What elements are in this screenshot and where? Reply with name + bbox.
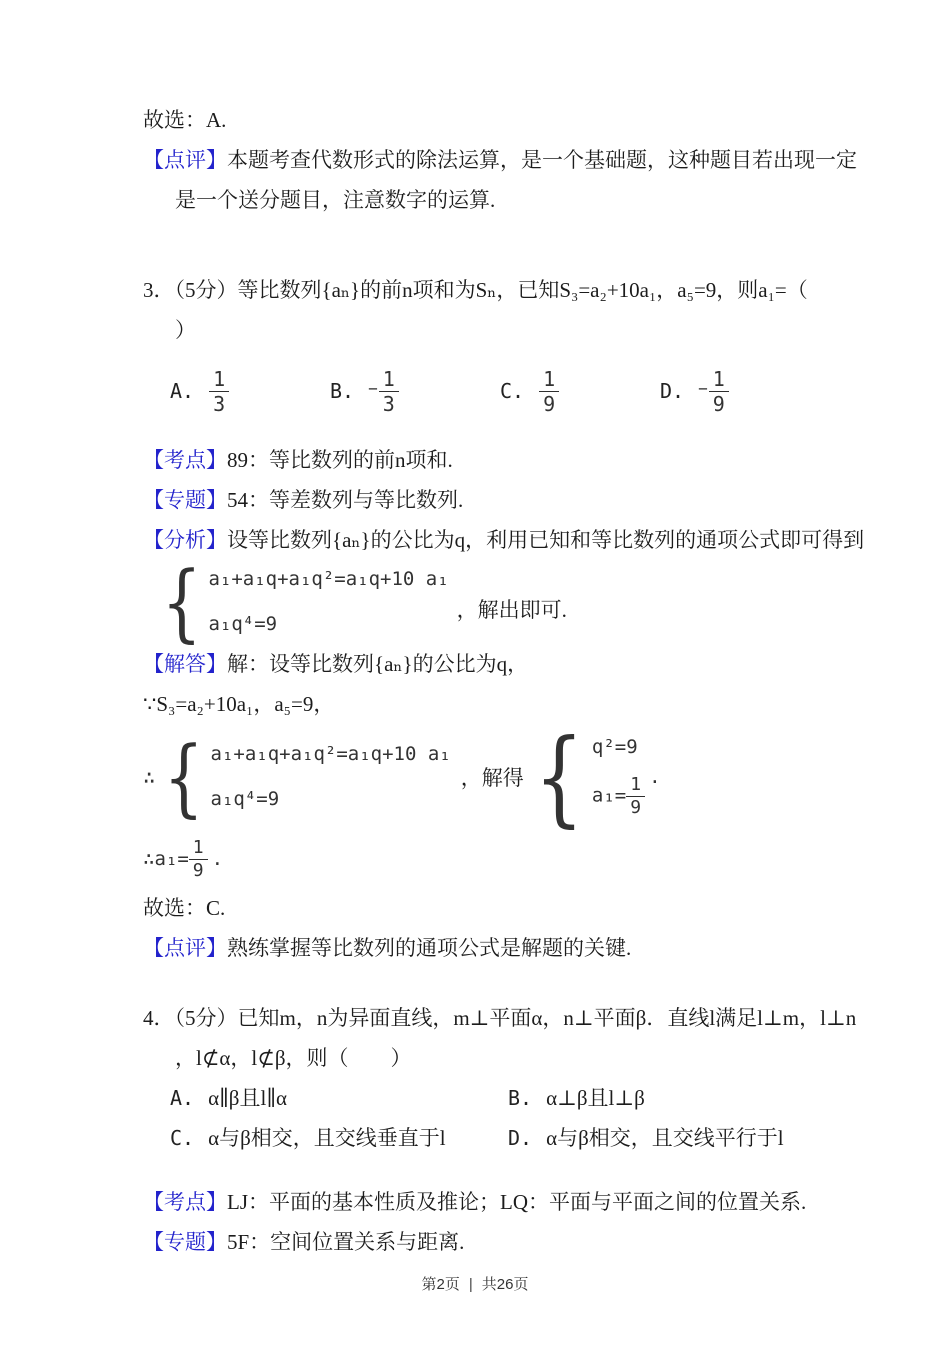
option-d-text: α与β相交，且交线平行于l xyxy=(546,1126,784,1150)
left-brace: { xyxy=(533,716,584,838)
kaodian-tag: 【考点】 xyxy=(143,448,227,472)
section-gap xyxy=(143,220,878,270)
q4-option-d xyxy=(508,1118,784,1158)
fraction-numerator: 1 xyxy=(539,367,559,392)
q3-dianping-line xyxy=(143,928,878,968)
option-c-label: C. xyxy=(170,1126,195,1150)
fraction-denominator: 9 xyxy=(543,391,556,416)
option-d-fraction xyxy=(709,367,729,416)
q3-given-line: ∵S₃=a₂+10a₁，a₅=9， xyxy=(143,692,335,716)
page-footer xyxy=(0,1273,950,1294)
q4-stem-line2: ，l⊄α，l⊄β，则（ ） xyxy=(175,1046,412,1070)
prev-comment-text-2: 是一个送分题目，注意数字的运算. xyxy=(175,188,496,212)
option-b-label: B. xyxy=(508,1086,533,1110)
conclusion-prefix: ∴a₁= xyxy=(143,848,189,870)
footer-current-page: 第2页 xyxy=(421,1276,460,1293)
result-fraction xyxy=(626,774,645,818)
end-period: . xyxy=(649,766,661,788)
option-b-label: B. xyxy=(330,379,355,403)
fraction-numerator: 1 xyxy=(379,367,399,392)
option-b-fraction xyxy=(379,367,399,416)
solve-label: ，解得 xyxy=(460,766,524,790)
option-c-fraction xyxy=(539,367,559,416)
option-b-sign: − xyxy=(368,378,378,398)
q3-option-c xyxy=(500,367,660,416)
q3-zhuanti-line xyxy=(143,480,878,520)
result-eq2-prefix: a₁= xyxy=(591,784,627,807)
zhuanti-tag: 【专题】 xyxy=(143,488,227,512)
fraction-denominator: 3 xyxy=(213,391,226,416)
q4-options-row-2 xyxy=(143,1118,878,1158)
kaodian-tag: 【考点】 xyxy=(143,1190,227,1214)
q4-option-c xyxy=(170,1118,508,1158)
conclusion-period: . xyxy=(211,848,224,870)
fraction-denominator: 9 xyxy=(192,859,204,881)
q3-stem-line2: ） xyxy=(175,318,196,342)
result-eq2 xyxy=(592,774,645,818)
option-d-label: D. xyxy=(508,1126,533,1150)
option-b-text: α⊥β且l⊥β xyxy=(546,1086,645,1110)
q3-option-b xyxy=(330,367,500,416)
q4-stem-line1: 4．（5分）已知m，n为异面直线，m⊥平面α，n⊥平面β．直线l满足l⊥m，l⊥n xyxy=(143,1006,857,1030)
q3-option-a xyxy=(170,367,330,416)
kaodian-text: 89：等比数列的前n项和. xyxy=(227,448,453,472)
q4-option-b xyxy=(508,1078,645,1118)
left-brace: { xyxy=(163,728,204,826)
option-c-text: α与β相交，且交线垂直于l xyxy=(208,1126,446,1150)
section-gap xyxy=(143,968,878,998)
kaodian-text: LJ：平面的基本性质及推论；LQ：平面与平面之间的位置关系. xyxy=(227,1190,807,1214)
q3-kaodian-line xyxy=(143,440,878,480)
option-d-label: D. xyxy=(660,379,685,403)
conclusion-fraction xyxy=(189,837,208,881)
equation-column xyxy=(208,568,448,636)
jieda-eq1: a₁+a₁q+a₁q²=a₁q+10 a₁ xyxy=(210,743,451,766)
prev-answer-line: 故选：A. xyxy=(143,108,227,132)
option-a-label: A. xyxy=(170,1086,195,1110)
jieda-eq2: a₁q⁴=9 xyxy=(210,788,280,810)
fraction-denominator: 9 xyxy=(712,391,725,416)
option-a-fraction xyxy=(209,367,229,416)
q3-options-row xyxy=(143,360,878,422)
jieda-text: 解：设等比数列{aₙ}的公比为q， xyxy=(227,652,529,676)
q4-kaodian-line xyxy=(143,1182,878,1222)
q3-conclusion-line xyxy=(143,830,878,888)
therefore-symbol: ∴ xyxy=(143,765,156,789)
fenxi-eq2: a₁q⁴=9 xyxy=(208,613,278,635)
small-gap xyxy=(143,1158,878,1182)
fenxi-tag: 【分析】 xyxy=(143,528,227,552)
fenxi-eq1: a₁+a₁q+a₁q²=a₁q+10 a₁ xyxy=(208,568,449,591)
q3-fenxi-line xyxy=(143,520,878,560)
dianping-text: 熟练掌握等比数列的通项公式是解题的关键. xyxy=(227,936,632,960)
option-a-label: A. xyxy=(170,379,195,403)
zhuanti-text: 5F：空间位置关系与距离. xyxy=(227,1230,465,1254)
q3-option-d xyxy=(660,367,729,416)
fenxi-equation-system xyxy=(155,553,878,651)
q3-stem-line1: 3．（5分）等比数列{aₙ}的前n项和为Sₙ，已知S₃=a₂+10a₁，a₅=9，则a₁=（ xyxy=(143,278,808,302)
option-d-sign: − xyxy=(698,378,708,398)
fenxi-after-text: ，解出即可. xyxy=(456,598,567,622)
result-column xyxy=(592,736,645,819)
equation-column xyxy=(211,743,451,811)
fraction-numerator: 1 xyxy=(209,367,229,392)
footer-separator: | xyxy=(468,1276,473,1293)
fraction-denominator: 3 xyxy=(382,391,395,416)
jieda-equation-system xyxy=(143,716,878,838)
zhuanti-tag: 【专题】 xyxy=(143,1230,227,1254)
option-a-text: α∥β且l∥α xyxy=(208,1086,288,1110)
zhuanti-text: 54：等差数列与等比数列. xyxy=(227,488,464,512)
prev-comment-line xyxy=(143,140,878,180)
q4-zhuanti-line xyxy=(143,1222,878,1262)
result-eq1: q²=9 xyxy=(591,735,638,758)
fraction-numerator: 1 xyxy=(626,774,645,797)
fraction-numerator: 1 xyxy=(709,367,729,392)
dianping-tag: 【点评】 xyxy=(143,936,227,960)
jieda-tag: 【解答】 xyxy=(143,652,227,676)
footer-total-pages: 共26页 xyxy=(481,1276,529,1293)
fenxi-text: 设等比数列{aₙ}的公比为q，利用已知和等比数列的通项公式即可得到 xyxy=(227,528,865,552)
dianping-tag: 【点评】 xyxy=(143,148,227,172)
q3-jieda-line xyxy=(143,644,878,684)
q4-options-row-1 xyxy=(143,1078,878,1118)
left-brace: { xyxy=(161,553,202,651)
small-gap xyxy=(143,426,878,440)
q4-option-a xyxy=(170,1078,508,1118)
q3-answer-line: 故选：C. xyxy=(143,896,226,920)
q4-options-grid xyxy=(143,1078,878,1158)
option-c-label: C. xyxy=(500,379,525,403)
fraction-denominator: 9 xyxy=(630,796,642,818)
fraction-numerator: 1 xyxy=(189,837,208,860)
prev-comment-text-1: 本题考查代数形式的除法运算，是一个基础题，这种题目若出现一定 xyxy=(227,148,857,172)
